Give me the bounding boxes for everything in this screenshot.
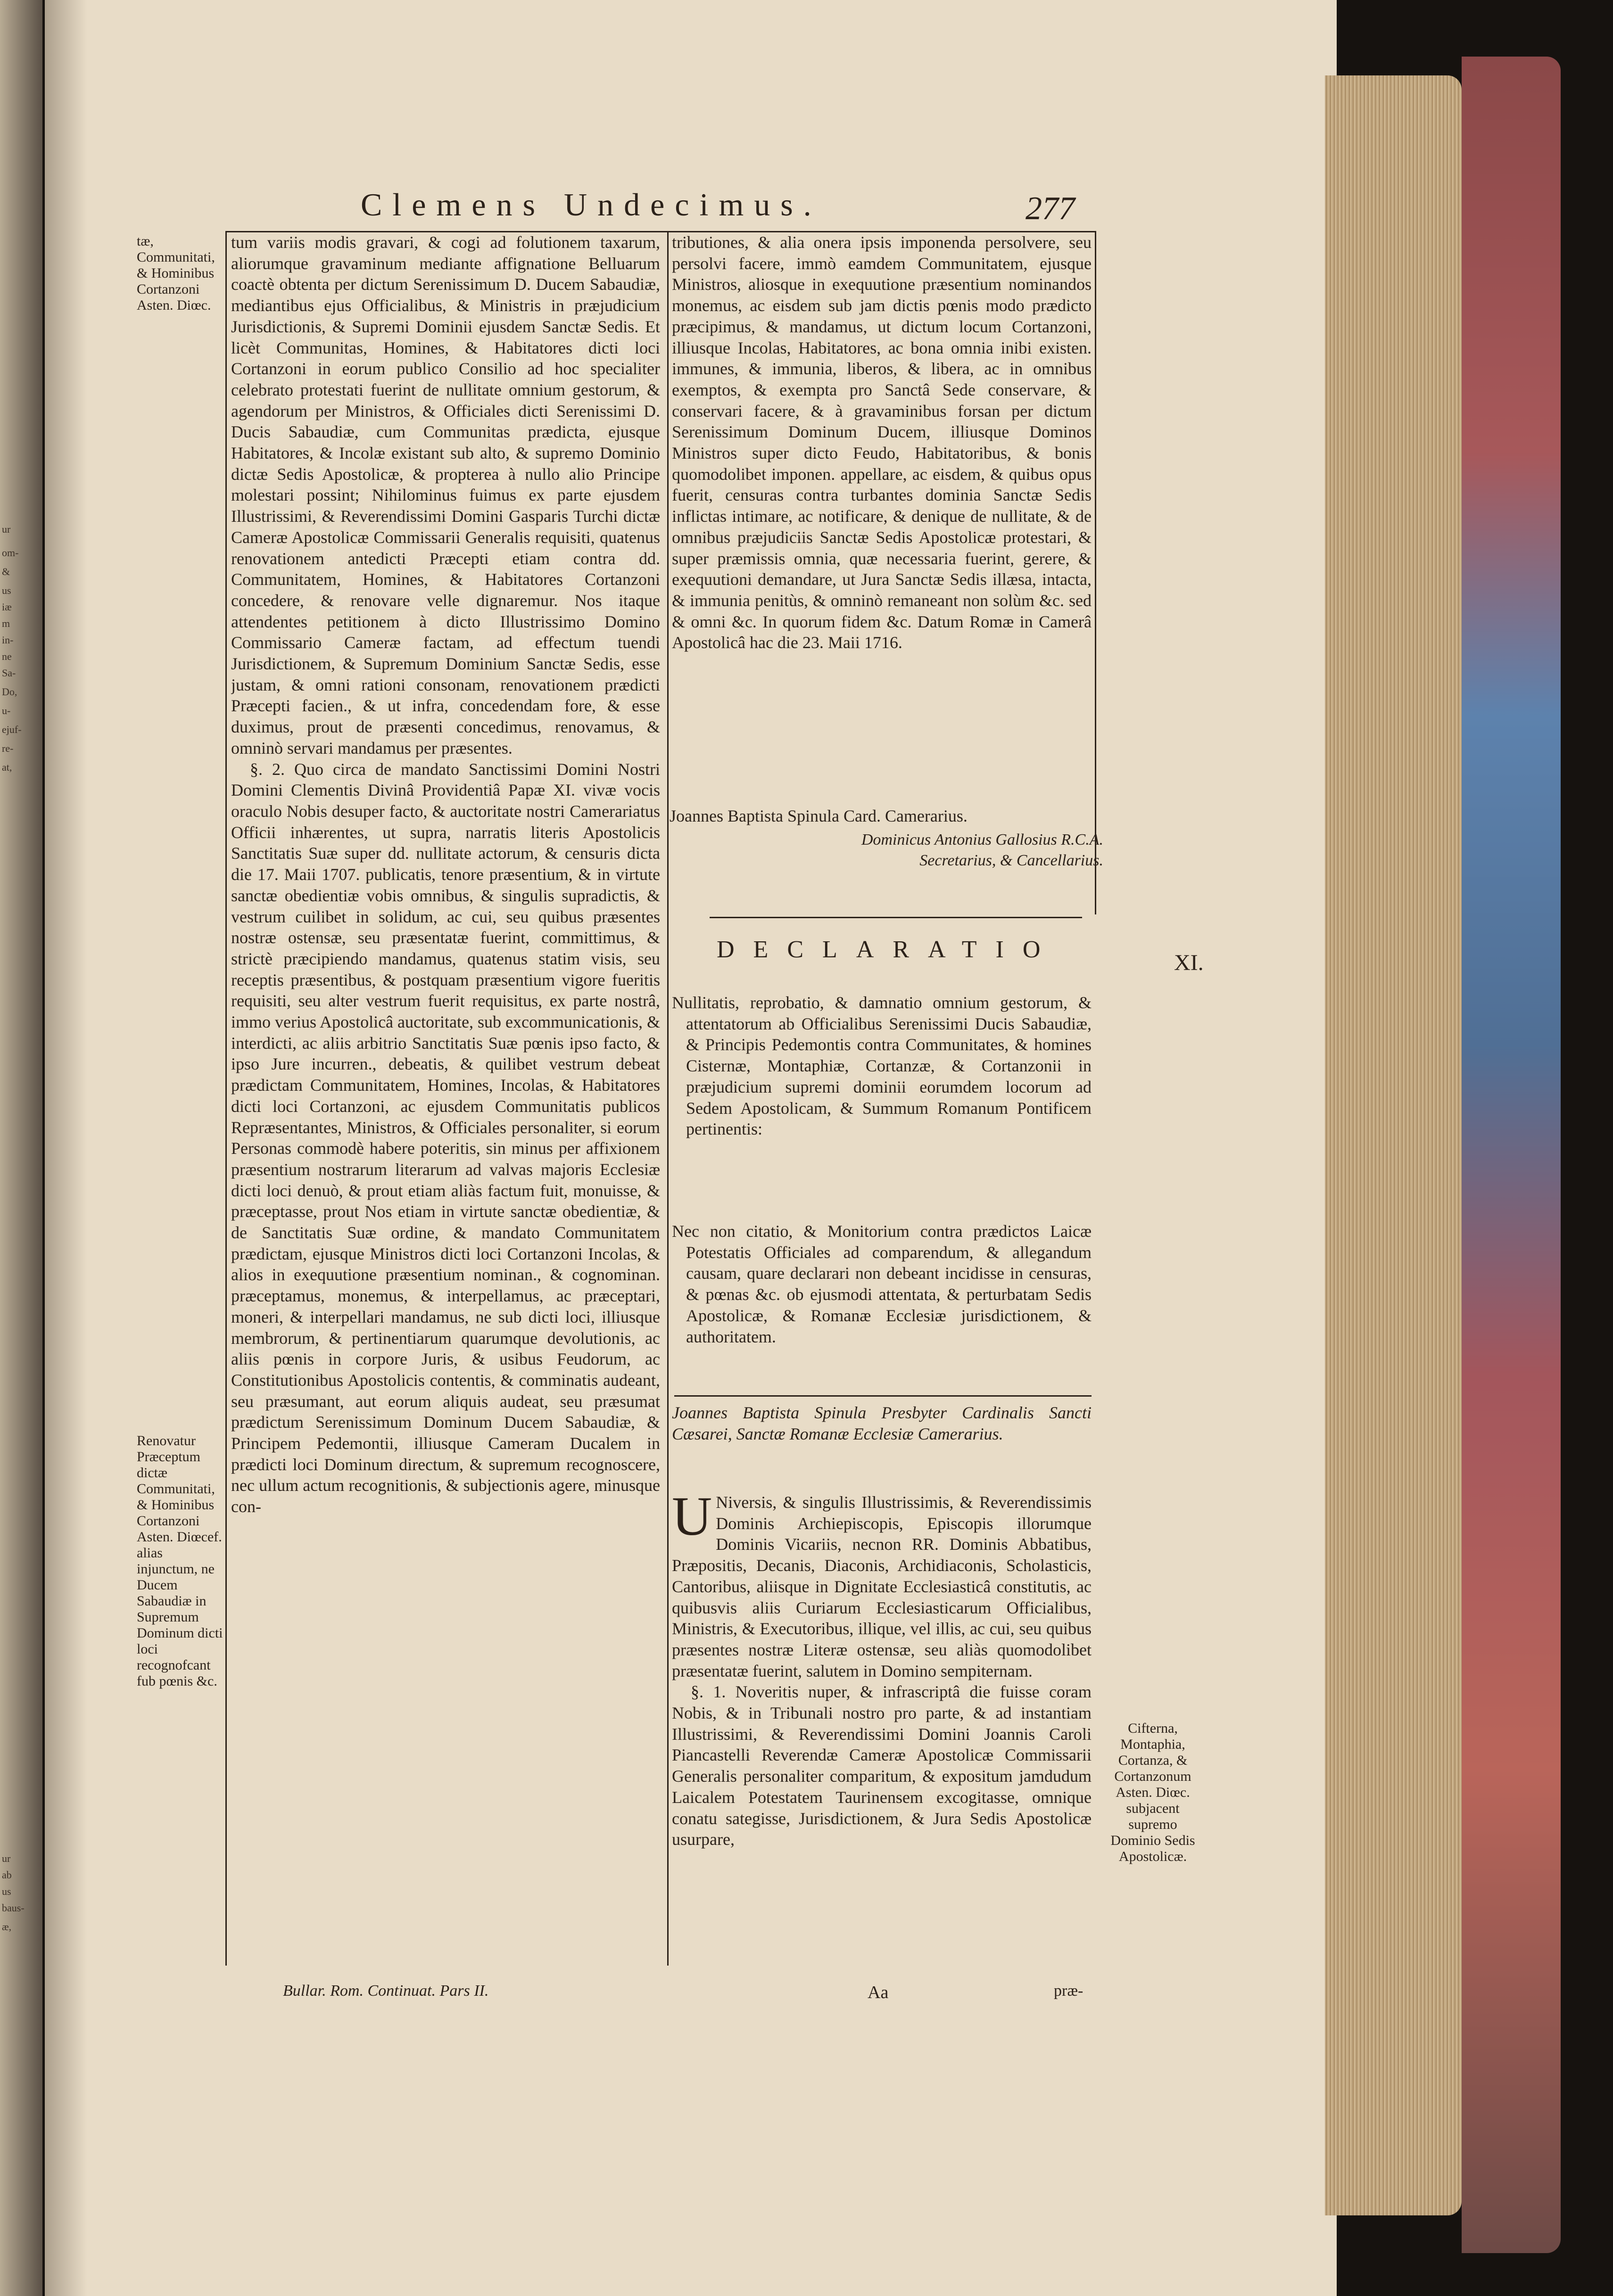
secretary-name: Dominicus Antonius Gallosius R.C.A. <box>861 831 1103 848</box>
footer-signature-mark: Aa <box>868 1983 889 2002</box>
right-text-column <box>672 232 1092 807</box>
secretary-title: Secretarius, & Cancellarius. <box>919 852 1103 869</box>
drop-capital: U <box>672 1492 712 1547</box>
right-column-text: tributiones, & alia onera ipsis imponenda persolvere, seu persolvi facere, immò eamdem Communitatem, ejusque Ministros, aliosque in exequutione præsentium nominandos monemus, ac eisdem sub jam dictis pœnis modo prædicto præcipimus, & mandamus, ut dictum locum Cortanzoni, illiusque Incolas, Habitatores, ac bona omnia inibi existen. immunes, & immunia, liberos, & libera, ac in omnibus exemptos, & exempta pro Sanctâ Sede conservare, & conservari facere, & à gravaminibus forsan per dictum Serenissimum Dominum Ducem, illiusque Dominos Ministros super dicto Feudo, Habitatoribus, & bonis quomodolibet imponen. appellare, ac eisdem, & quibus opus fuerit, censuras contra turbantes dominia Sanctæ Sedis inflictas intimare, ac notificare, & denique de nullitate, & de omnibus præjudiciis Sanctæ Sedis Apostolicæ protestari, & super præmissis omnia, quæ necessaria fuerint, gerere, & exequutioni demandare, ut Jura Sanctæ Sedis illæsa, intacta, & immunia penitùs, & omninò remaneant non solùm &c. sed & omni &c. In quorum fidem &c. Datum Romæ in Camerâ Apostolicâ hac die 23. Maii 1716. <box>672 233 1092 652</box>
body-text <box>672 1492 1092 1977</box>
book-spine <box>1462 57 1561 2253</box>
universis-paragraph <box>672 1492 1092 1681</box>
facing-page-fragment: ur <box>2 523 11 535</box>
declaratio-citatio: Nec non citatio, & Monitorium contra prædictos Laicæ Potestatis Officiales ad comparendum, & allegandum causam, quare declarari non debeant incidisse in censuras, & pœnas &c. ob ejusmodi attentata, & perturbatam Sedis Apostolicæ, & Romanæ Ecclesiæ jurisdictionem, & authoritatem. <box>672 1222 1092 1346</box>
facing-page-fragment: Sa- <box>2 667 16 679</box>
universis-text: Niversis, & singulis Illustrissimis, & Reverendissimis Dominis Archiepiscopis, Episcopis illorumque Dominis Vicariis, necnon RR. Dominis Abbatibus, Præpositis, Decanis, Diaconis, Archidiaconis, Scholasticis, Cantoribus, aliisque in Dignitate Ecclesiasticâ constitutis, ac quibusvis aliis Curiarum Ecclesiasticarum Officialibus, Ministris, & Executoribus, illique, vel illis, ac cui, seu quibus præsentes nostræ Literæ ostensæ, seu aliàs quomodolibet præsentatæ fuerint, salutem in Domino sempiternam. <box>672 1493 1092 1680</box>
facing-page-fragment: ab <box>2 1869 12 1881</box>
facing-page-fragment: m <box>2 617 10 629</box>
left-column-text: tum variis modis gravari, & cogi ad folutionem taxarum, aliorumque gravaminum mediante affignatione Belluarum coactè obtenta per dictum Serenissimum D. Ducem Sabaudiæ, mediantibus ejus Officialibus, & Ministris in præjudicium Jurisdictionis, & Supremi Dominii ejusdem Sanctæ Sedis. Et licèt Communitas, Homines, & Habitatores dicti loci Cortanzoni in eorum publico Consilio ad hoc specialiter celebrato protestati fuerint de nullitate omnium gestorum, & agendorum per Ministros, & Officiales dicti Serenissimi D. Ducis Sabaudiæ, cum Communitas prædicta, ejusque Habitatores, & Incolæ existant sub alto, & supremo Dominio dictæ Sedis Apostolicæ, & propterea à nullo alio Principe molestari possint; Nihilominus fuimus ex parte ejusdem Illustrissimi, & Reverendissimi Domini Gasparis Turchi dictæ Cameræ Apostolicæ Commissarii Generalis requisiti, quatenus renovationem antedicti Præcepti etiam contra dd. Communitatem, Homines, & Habitatores Cortanzoni concedere, & renovare velle dignaremur. Nos itaque attendentes petitionem à dicto Illustrissimo Domino Commissario Cameræ factam, ad effectum tuendi Jurisdictionem, & Supremum Dominium Sanctæ Sedis, esse justam, & omni rationi consonam, renovationem prædicti Præcepti facien., & ut infra, concedendam fore, & esse duximus, prout de præsenti concedimus, renovamus, & omninò servari mandamus per præsentes. <box>231 233 660 757</box>
paragraph-1: §. 1. Noveritis nuper, & infrascriptâ die fuisse coram Nobis, & in Tribunali nostro pro parte, & ad instantiam Illustrissimi, & Reverendissimi Domini Joannis Caroli Piancastelli Reverendæ Cameræ Apostolicæ Commissarii Generalis personaliter comparitum, & expositum jamdudum Laicalem Potestatem Taurinensem excogitasse, omnique conatu sategisse, Jurisdictionem, & Jura Sedis Apostolicæ usurpare, <box>672 1682 1092 1849</box>
declaratio-heading: DECLARATIO <box>717 936 1059 963</box>
facing-page-fragment: æ, <box>2 1921 12 1933</box>
declaratio-summary: Nullitatis, reprobatio, & damnatio omnium gestorum, & attentatorum ab Officialibus Serenissimi Ducis Sabaudiæ, & Principis Pedemontis contra Communitates, & homines Cisternæ, Montaphiæ, Cortanzæ, & Cortanzonii in præjudicium supremi dominii eorumdem locorum ad Sedem Apostolicam, & Summum Romanum Pontificem pertinentis: <box>672 993 1092 1139</box>
facing-page-fragment: & <box>2 566 10 577</box>
left-text-column <box>231 232 660 1971</box>
facing-page-fragment: us <box>2 584 11 596</box>
signature-camerarius: Joannes Baptista Spinula Card. Camerarius. <box>670 806 968 825</box>
facing-page-fragment: at, <box>2 761 12 773</box>
margin-note-top: tæ, Communitati, & Hominibus Cortanzoni Asten. Diœc. <box>137 233 215 313</box>
facing-page-fragment: baus- <box>2 1902 25 1914</box>
facing-page-fragment: Do, <box>2 686 17 698</box>
facing-page-fragment: om- <box>2 547 19 559</box>
page-edges <box>1325 75 1462 2215</box>
facing-page-fragment: us <box>2 1885 11 1897</box>
footer-citation: Bullar. Rom. Continuat. Pars II. <box>283 1982 489 2000</box>
facing-page-edge <box>0 0 42 2296</box>
margin-note-renovatur: Renovatur Præceptum dictæ Communitati, & Hominibus Cortanzoni Asten. Diœcef. alias injunctum, ne Ducem Sabaudiæ in Supremum Dominum dicti loci recognofcant fub pœnis &c. <box>137 1433 223 1689</box>
author-line: Joannes Baptista Spinula Presbyter Cardinalis Sancti Cæsarei, Sanctæ Romanæ Ecclesiæ Camerarius. <box>672 1403 1092 1443</box>
catchword: præ- <box>1054 1982 1084 2000</box>
facing-page-fragment: re- <box>2 742 14 754</box>
center-column-rule <box>667 231 669 1966</box>
page-header <box>262 186 1110 229</box>
page-number: 277 <box>1026 190 1075 227</box>
signature-secretary <box>698 830 1103 871</box>
facing-page-fragment: ur <box>2 1852 11 1864</box>
running-title: Clemens Undecimus. <box>361 187 822 222</box>
margin-note-cisterna: Cifterna, Montaphia, Cortanza, & Cortanzonum Asten. Diœc. subjacent supremo Dominio Sedis Apostolicæ. <box>1110 1720 1195 1864</box>
page-gutter-shadow <box>45 0 87 2296</box>
facing-page-fragment: in- <box>2 634 14 646</box>
right-column-rule <box>1095 231 1096 914</box>
paragraph-2: §. 2. Quo circa de mandato Sanctissimi Domini Nostri Domini Clementis Divinâ Providentiâ Papæ XI. vivæ vocis oraculo Nobis desuper facto, & auctoritate nostri Camerariatus Officii inhærentes, ut supra, narratis literis Apostolicis Sanctitatis Suæ super dd. nullitate actorum, & censuris dicta die 17. Maii 1707. publicatis, tenore præsentium, & in virtute sanctæ obedientiæ vobis omnibus, & singulis supradictis, & vestrum cuilibet in solidum, ac cui, seu quibus præsentes nostræ ostensæ, seu præsentatæ fuerint, committimus, & strictè præcipiendo mandamus, quatenus statim visis, seu receptis præsentibus, & postquam præsentium vigore fueritis requisiti, seu alter vestrum fuerit requisitus, ex parte nostrâ, immo verius Apostolicâ auctoritate, sub excommunicationis, & interdicti, ac aliis arbitrio Sanctitatis Suæ pœnis ipso facto, & ipso Jure incurren., debeatis, & quilibet vestrum debeat prædictam Communitatem, Homines, Incolas, & Habitatores dicti loci Cortanzoni, ac ejusdem Communitatis publicos Repræsentantes, Ministros, & Officiales personaliter, si eorum Personas commodè habere poteritis, sin minus per affixionem præsentium nostrarum literarum ad valvas majoris Ecclesiæ dicti loci denuò, & prout etiam aliàs factum fuit, monuisse, & præceptasse, prout Nos etiam in virtute sanctæ obedientiæ, & de Sanctitatis Suæ ordine, & mandato Communitatem prædictam, ejusque Ministros dicti loci Cortanzoni Incolas, & alios in exequutione præsentium nominan., & cognominan. præceptamus, monemus, & interpellamus, ac præceptari, moneri, & interpellari mandamus, ne sub dicti loci, illiusque membrorum, & pertinentiarum quarumque devolutionis, ac aliis pœnis in corpore Juris, & usibus Feudorum, ac Constitutionibus Apostolicis contentis, & comminatis audeant, seu præsumant, aut eorum aliquis audeat, seu præsumat prædictum Serenissimum Dominum Ducem Sabaudiæ, & Principem Pedemontii, illiusque Cameram Ducalem in prædicti loci Dominum directum, & supremum recognoscere, nec ullum actum recognitionis, & subjectionis agere, minusque con- <box>231 759 660 1516</box>
section-rule <box>710 917 1082 918</box>
facing-page-fragment: ejuf- <box>2 724 22 735</box>
facing-page-fragment: u- <box>2 705 11 716</box>
left-column-rule <box>225 231 227 1966</box>
author-rule <box>674 1395 1092 1397</box>
facing-page-fragment: ne <box>2 650 12 662</box>
facing-page-fragment: iæ <box>2 601 12 613</box>
margin-section-number: XI. <box>1174 950 1204 975</box>
